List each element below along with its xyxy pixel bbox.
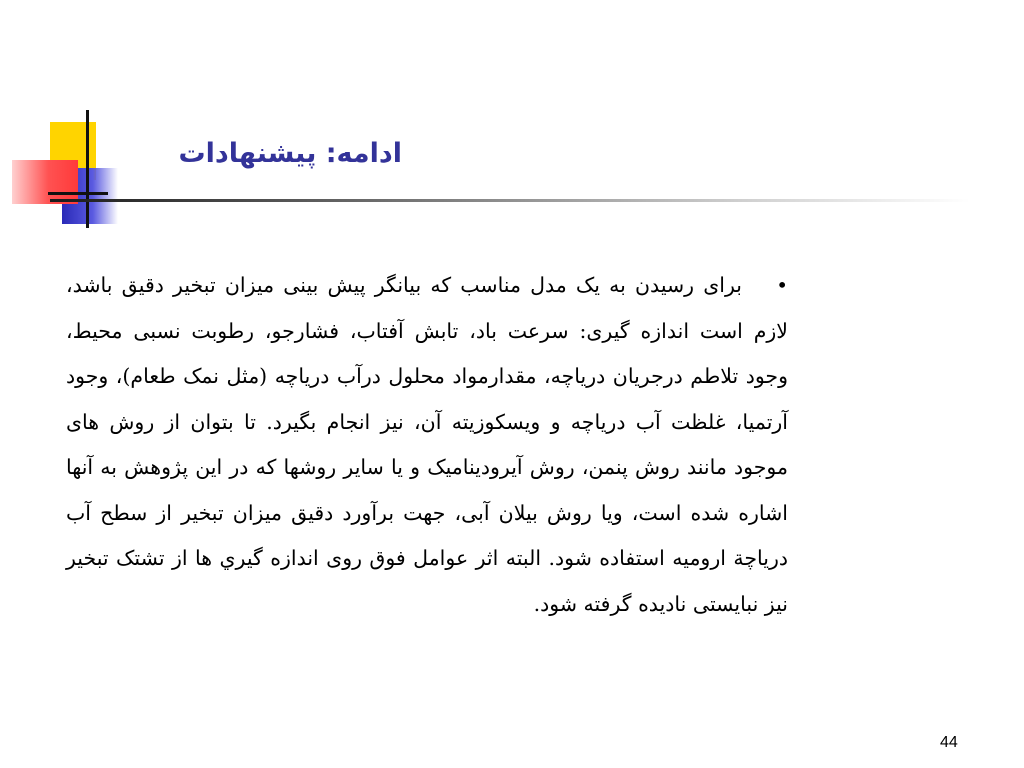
logo-horizontal-line	[48, 192, 108, 195]
title-divider	[50, 199, 970, 202]
logo-vertical-line	[86, 110, 89, 228]
slide-title: ادامه: پیشنهادات	[178, 138, 402, 169]
page-number: 44	[940, 734, 958, 751]
logo-red-square	[12, 160, 78, 204]
bullet-paragraph	[66, 263, 788, 627]
decorative-logo	[0, 100, 160, 240]
bullet-icon: •	[776, 273, 788, 297]
bullet-text: برای رسیدن به یک مدل مناسب که بیانگر پیش بینی میزان تبخیر دقیق باشد، لازم است اندازه گیری: سرعت باد، تابش آفتاب، فشارجو، رطوبت نسبی محیط، وجود تلاطم درجریان دریاچه، مقدارمواد محلول درآب دریاچه (مثل نمک طعام)، وجود آرتمیا، غلظت آب دریاچه و ویسکوزیته آن، نیز انجام بگیرد. تا بتوان از روش های موجود مانند روش پنمن، روش آیرودینامیک و یا سایر روشها که در این پژوهش به آنها اشاره شده است، ویا روش بیلان آبی، جهت برآورد دقیق میزان تبخیر از سطح آب دریاچة ارومیه استفاده شود. البته اثر عوامل فوق روی اندازه گيري ها از تشتک تبخیر نیز نبایستی نادیده گرفته شود.	[66, 273, 788, 616]
